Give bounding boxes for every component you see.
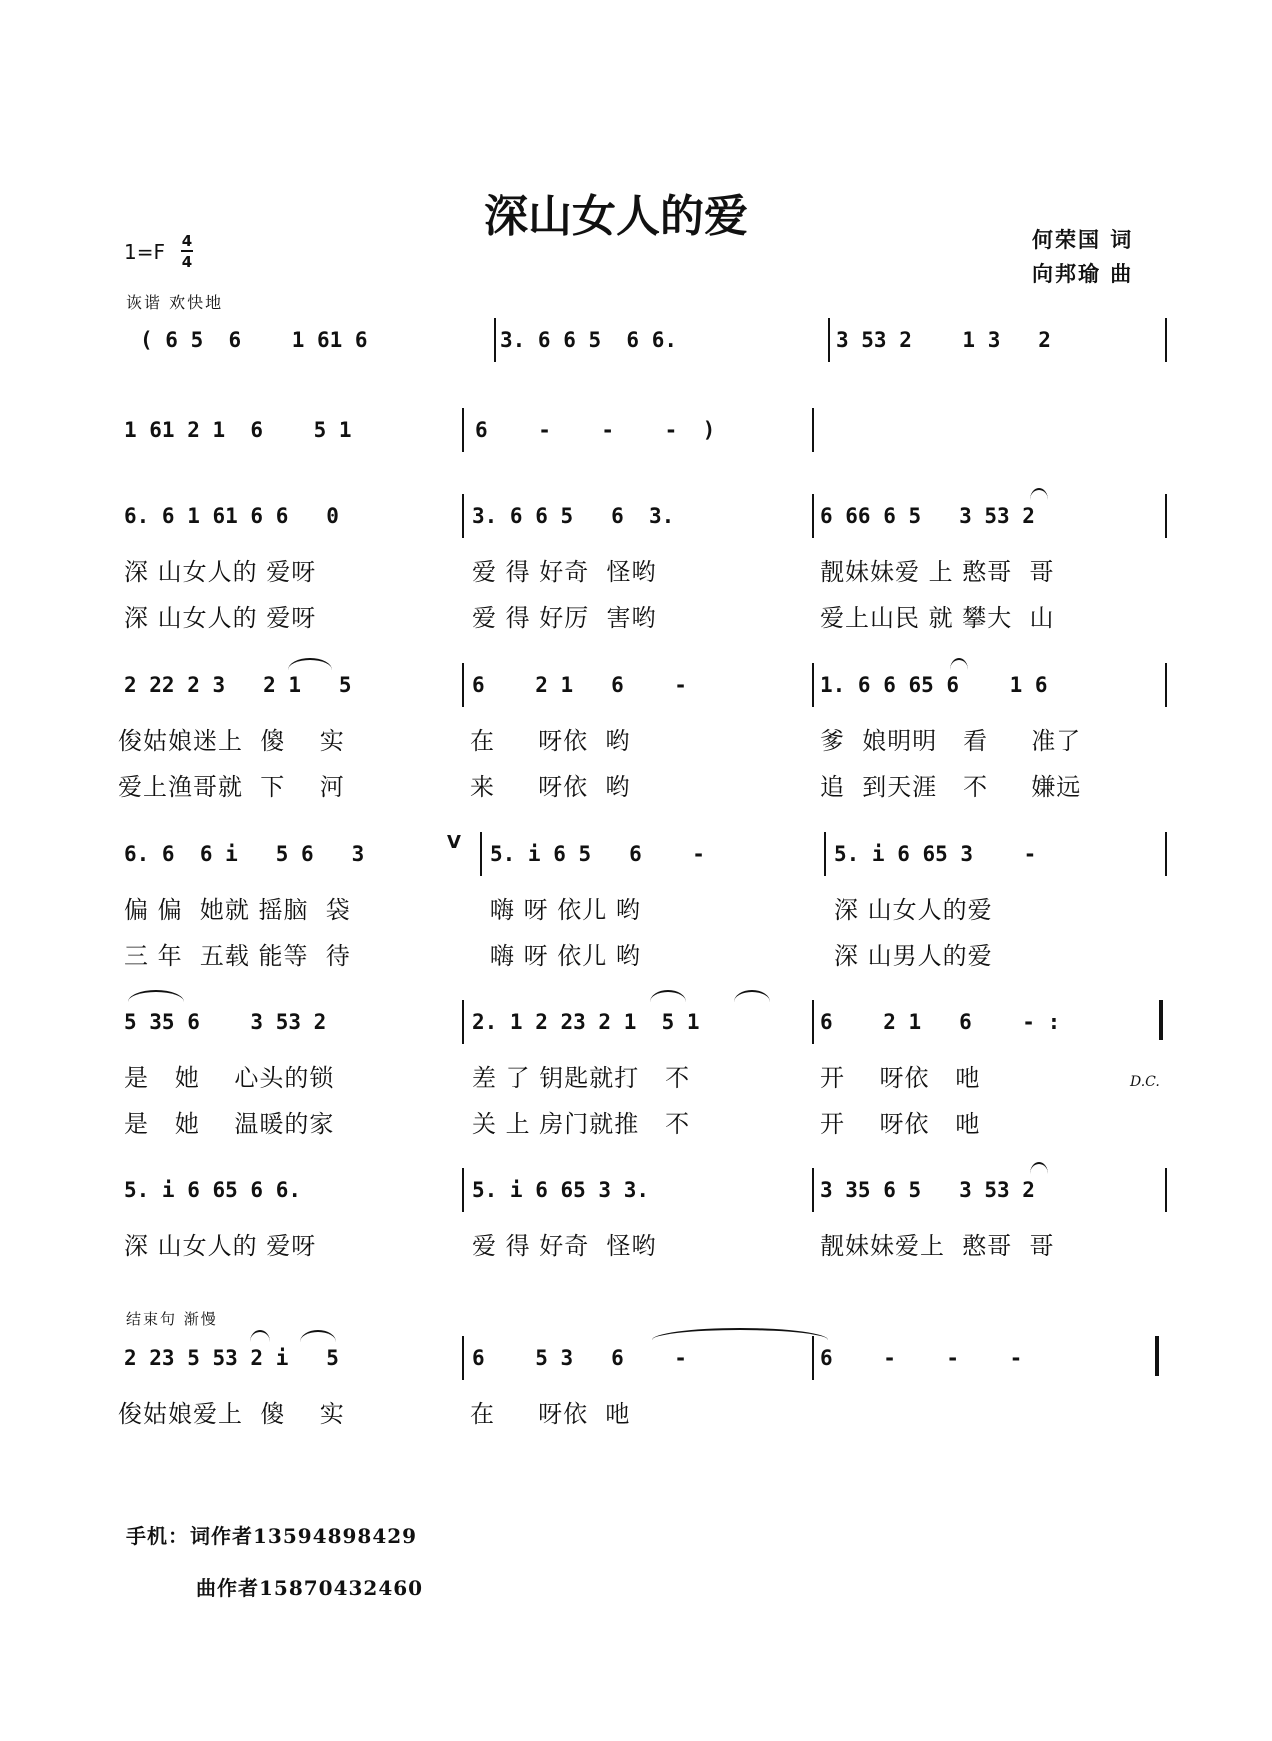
barline — [1165, 663, 1167, 707]
lyric-line-1: 在 呀依 吔 — [470, 1400, 631, 1428]
key-signature: 1=F — [124, 240, 165, 264]
barline — [812, 663, 814, 707]
measure-notes: 2 23 5 53 2 i 5 — [124, 1346, 339, 1370]
lyric-line-2: 来 呀依 哟 — [470, 773, 631, 801]
barline — [462, 408, 464, 452]
contact-label: 手机： — [126, 1524, 189, 1548]
slur-tie — [650, 990, 686, 1002]
measure-notes: 6 66 6 5 3 53 2 — [820, 504, 1035, 528]
slur-tie — [128, 990, 184, 1002]
breath-mark: V — [447, 832, 461, 853]
lyric-line-1: 开 呀依 吔 — [820, 1064, 981, 1092]
lyric-line-1: 差 了 钥匙就打 不 — [472, 1064, 691, 1092]
da-capo-marking: D.C. — [1130, 1074, 1160, 1090]
ending-instruction: 结束句 渐慢 — [126, 1310, 218, 1328]
barline — [462, 1000, 464, 1044]
measure-notes: 6 - - - — [820, 1346, 1023, 1370]
measure-notes: 3. 6 6 5 6 3. — [472, 504, 675, 528]
measure-notes: ( 6 5 6 1 61 6 — [140, 328, 368, 352]
lyric-line-1: 嗨 呀 依儿 哟 — [490, 896, 641, 924]
lyric-line-1: 是 她 心头的锁 — [124, 1064, 335, 1092]
lyric-line-1: 偏 偏 她就 摇脑 袋 — [124, 896, 351, 924]
measure-notes: 1. 6 6 65 6 1 6 — [820, 673, 1048, 697]
lyric-line-1: 深 山女人的 爱呀 — [124, 1232, 317, 1260]
slur-tie — [652, 1328, 828, 1340]
measure-notes: 3 35 6 5 3 53 2 — [820, 1178, 1035, 1202]
lyric-line-1: 深 山女人的爱 — [834, 896, 993, 924]
composer-credit: 向邦瑜 曲 — [1032, 261, 1134, 286]
lyric-line-2: 关 上 房门就推 不 — [472, 1110, 691, 1138]
composer-phone: 曲作者15870432460 — [196, 1576, 424, 1600]
lyric-line-1: 俊姑娘迷上 傻 实 — [118, 727, 345, 755]
slur-tie — [250, 1330, 270, 1342]
slur-tie — [950, 658, 968, 670]
lyricist-phone: 词作者13594898429 — [190, 1524, 418, 1548]
lyric-line-2: 嗨 呀 依儿 哟 — [490, 942, 641, 970]
slur-tie — [300, 1330, 336, 1342]
barline — [462, 663, 464, 707]
lyric-line-1: 靓妹妹爱 上 憨哥 哥 — [820, 558, 1055, 586]
lyric-line-2: 爱上渔哥就 下 河 — [118, 773, 345, 801]
time-signature-line — [181, 250, 193, 252]
measure-notes: 6. 6 1 61 6 6 0 — [124, 504, 339, 528]
slur-tie — [1030, 1162, 1048, 1174]
barline — [812, 408, 814, 452]
measure-notes: 3 53 2 1 3 2 — [836, 328, 1051, 352]
time-signature-bottom: 4 — [181, 253, 193, 271]
lyricist-credit: 何荣国 词 — [1032, 227, 1134, 252]
barline — [462, 494, 464, 538]
barline — [1165, 494, 1167, 538]
measure-notes: 1 61 2 1 6 5 1 — [124, 418, 352, 442]
barline — [828, 318, 830, 362]
barline — [812, 1000, 814, 1044]
barline — [824, 832, 826, 876]
lyric-line-2: 追 到天涯 不 嫌远 — [820, 773, 1082, 801]
barline — [812, 494, 814, 538]
measure-notes: 5 35 6 3 53 2 — [124, 1010, 327, 1034]
lyric-line-1: 在 呀依 哟 — [470, 727, 631, 755]
measure-notes: 3. 6 6 5 6 6. — [500, 328, 678, 352]
barline — [812, 1336, 814, 1380]
lyric-line-1: 爱 得 好奇 怪哟 — [472, 1232, 657, 1260]
lyric-line-1: 爹 娘明明 看 准了 — [820, 727, 1082, 755]
lyric-line-1: 深 山女人的 爱呀 — [124, 558, 317, 586]
lyric-line-2: 开 呀依 吔 — [820, 1110, 981, 1138]
slur-tie — [288, 658, 332, 670]
lyric-line-2: 深 山男人的爱 — [834, 942, 993, 970]
lyric-line-2: 爱 得 好厉 害哟 — [472, 604, 657, 632]
measure-notes: 6. 6 6 i 5 6 3 — [124, 842, 365, 866]
lyric-line-2: 爱上山民 就 攀大 山 — [820, 604, 1055, 632]
measure-notes: 6 2 1 6 - : — [820, 1010, 1061, 1034]
lyric-line-1: 爱 得 好奇 怪哟 — [472, 558, 657, 586]
time-signature-top: 4 — [181, 232, 193, 250]
barline — [1165, 832, 1167, 876]
lyric-line-1: 俊姑娘爱上 傻 实 — [118, 1400, 345, 1428]
barline — [462, 1336, 464, 1380]
lyric-line-2: 深 山女人的 爱呀 — [124, 604, 317, 632]
slur-tie — [734, 990, 770, 1002]
tempo-marking: 诙谐 欢快地 — [126, 293, 224, 312]
song-title: 深山女人的爱 — [484, 191, 748, 242]
measure-notes: 6 - - - ) — [475, 418, 716, 442]
measure-notes: 6 2 1 6 - — [472, 673, 687, 697]
lyric-line-1: 靓妹妹爱上 憨哥 哥 — [820, 1232, 1055, 1260]
measure-notes: 2 22 2 3 2 1 5 — [124, 673, 352, 697]
repeat-barline — [1159, 1000, 1163, 1040]
lyric-line-2: 三 年 五载 能等 待 — [124, 942, 351, 970]
barline — [462, 1168, 464, 1212]
measure-notes: 2. 1 2 23 2 1 5 1 — [472, 1010, 700, 1034]
barline — [1165, 1168, 1167, 1212]
measure-notes: 6 5 3 6 - — [472, 1346, 687, 1370]
lyric-line-2: 是 她 温暖的家 — [124, 1110, 335, 1138]
measure-notes: 5. i 6 65 6 6. — [124, 1178, 302, 1202]
slur-tie — [1030, 488, 1048, 500]
measure-notes: 5. i 6 65 3 - — [834, 842, 1037, 866]
barline — [1165, 318, 1167, 362]
measure-notes: 5. i 6 5 6 - — [490, 842, 705, 866]
final-double-barline — [1155, 1336, 1159, 1376]
measure-notes: 5. i 6 65 3 3. — [472, 1178, 650, 1202]
barline — [812, 1168, 814, 1212]
barline — [494, 318, 496, 362]
barline — [480, 832, 482, 876]
